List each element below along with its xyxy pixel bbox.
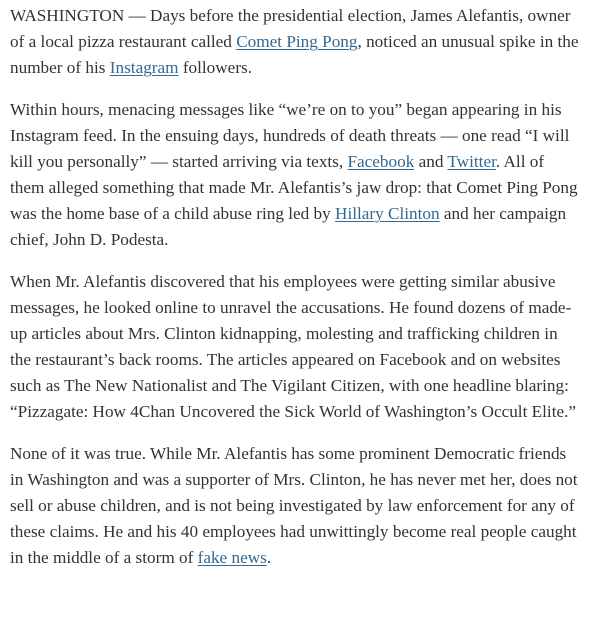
comet-ping-pong-link[interactable]: Comet Ping Pong [236,32,358,51]
article-paragraph [10,269,579,425]
paragraph-text: When Mr. Alefantis discovered that his employees were getting similar abusive messages, he looked online to unravel the accusations. He found dozens of made-up articles about Mrs. Clinton kidnapping, molesting and trafficking children in the restaurant’s back rooms. The articles appeared on Facebook and on websites such as The New Nationalist and The Vigilant Citizen, with one headline blaring: “Pizzagate: How 4Chan Uncovered the Sick World of Washington’s Occult Elite.” [10,272,577,421]
hillary-clinton-link[interactable]: Hillary Clinton [335,204,440,223]
paragraph-text: Within hours, menacing messages like “we’re on to you” began appearing in his Instagram feed. In the ensuing days, hundreds of death threats — one read “I will kill you personally” — started arriving via texts, [10,100,570,171]
paragraph-text: WASHINGTON — Days before the presidential election, James Alefantis, owner of a local pizza restaurant called [10,6,571,51]
paragraph-text: . [266,548,272,567]
paragraph-text: None of it was true. While Mr. Alefantis has some prominent Democratic friends in Washington and was a supporter of Mrs. Clinton, he has never met her, does not sell or abuse children, and is not being investigated by law enforcement for any of these claims. He and his 40 employees had unwittingly become real people caught in the middle of a storm of [10,444,578,567]
paragraph-text: . All of them alleged something that made Mr. Alefantis’s jaw drop: that Comet Ping Pong was the home base of a child abuse ring led by [10,152,578,223]
article-paragraph [10,97,579,253]
facebook-link[interactable]: Facebook [347,152,415,171]
twitter-link[interactable]: Twitter [447,152,496,171]
article-paragraph [10,441,579,571]
paragraph-text: followers. [178,58,253,77]
fake-news-link[interactable]: fake news [197,548,267,567]
paragraph-text: and her campaign chief, John D. Podesta. [10,204,567,249]
article-paragraph [10,3,579,81]
paragraph-text: , noticed an unusual spike in the number of his [10,32,579,77]
paragraph-text: and [414,152,448,171]
instagram-link[interactable]: Instagram [109,58,179,77]
